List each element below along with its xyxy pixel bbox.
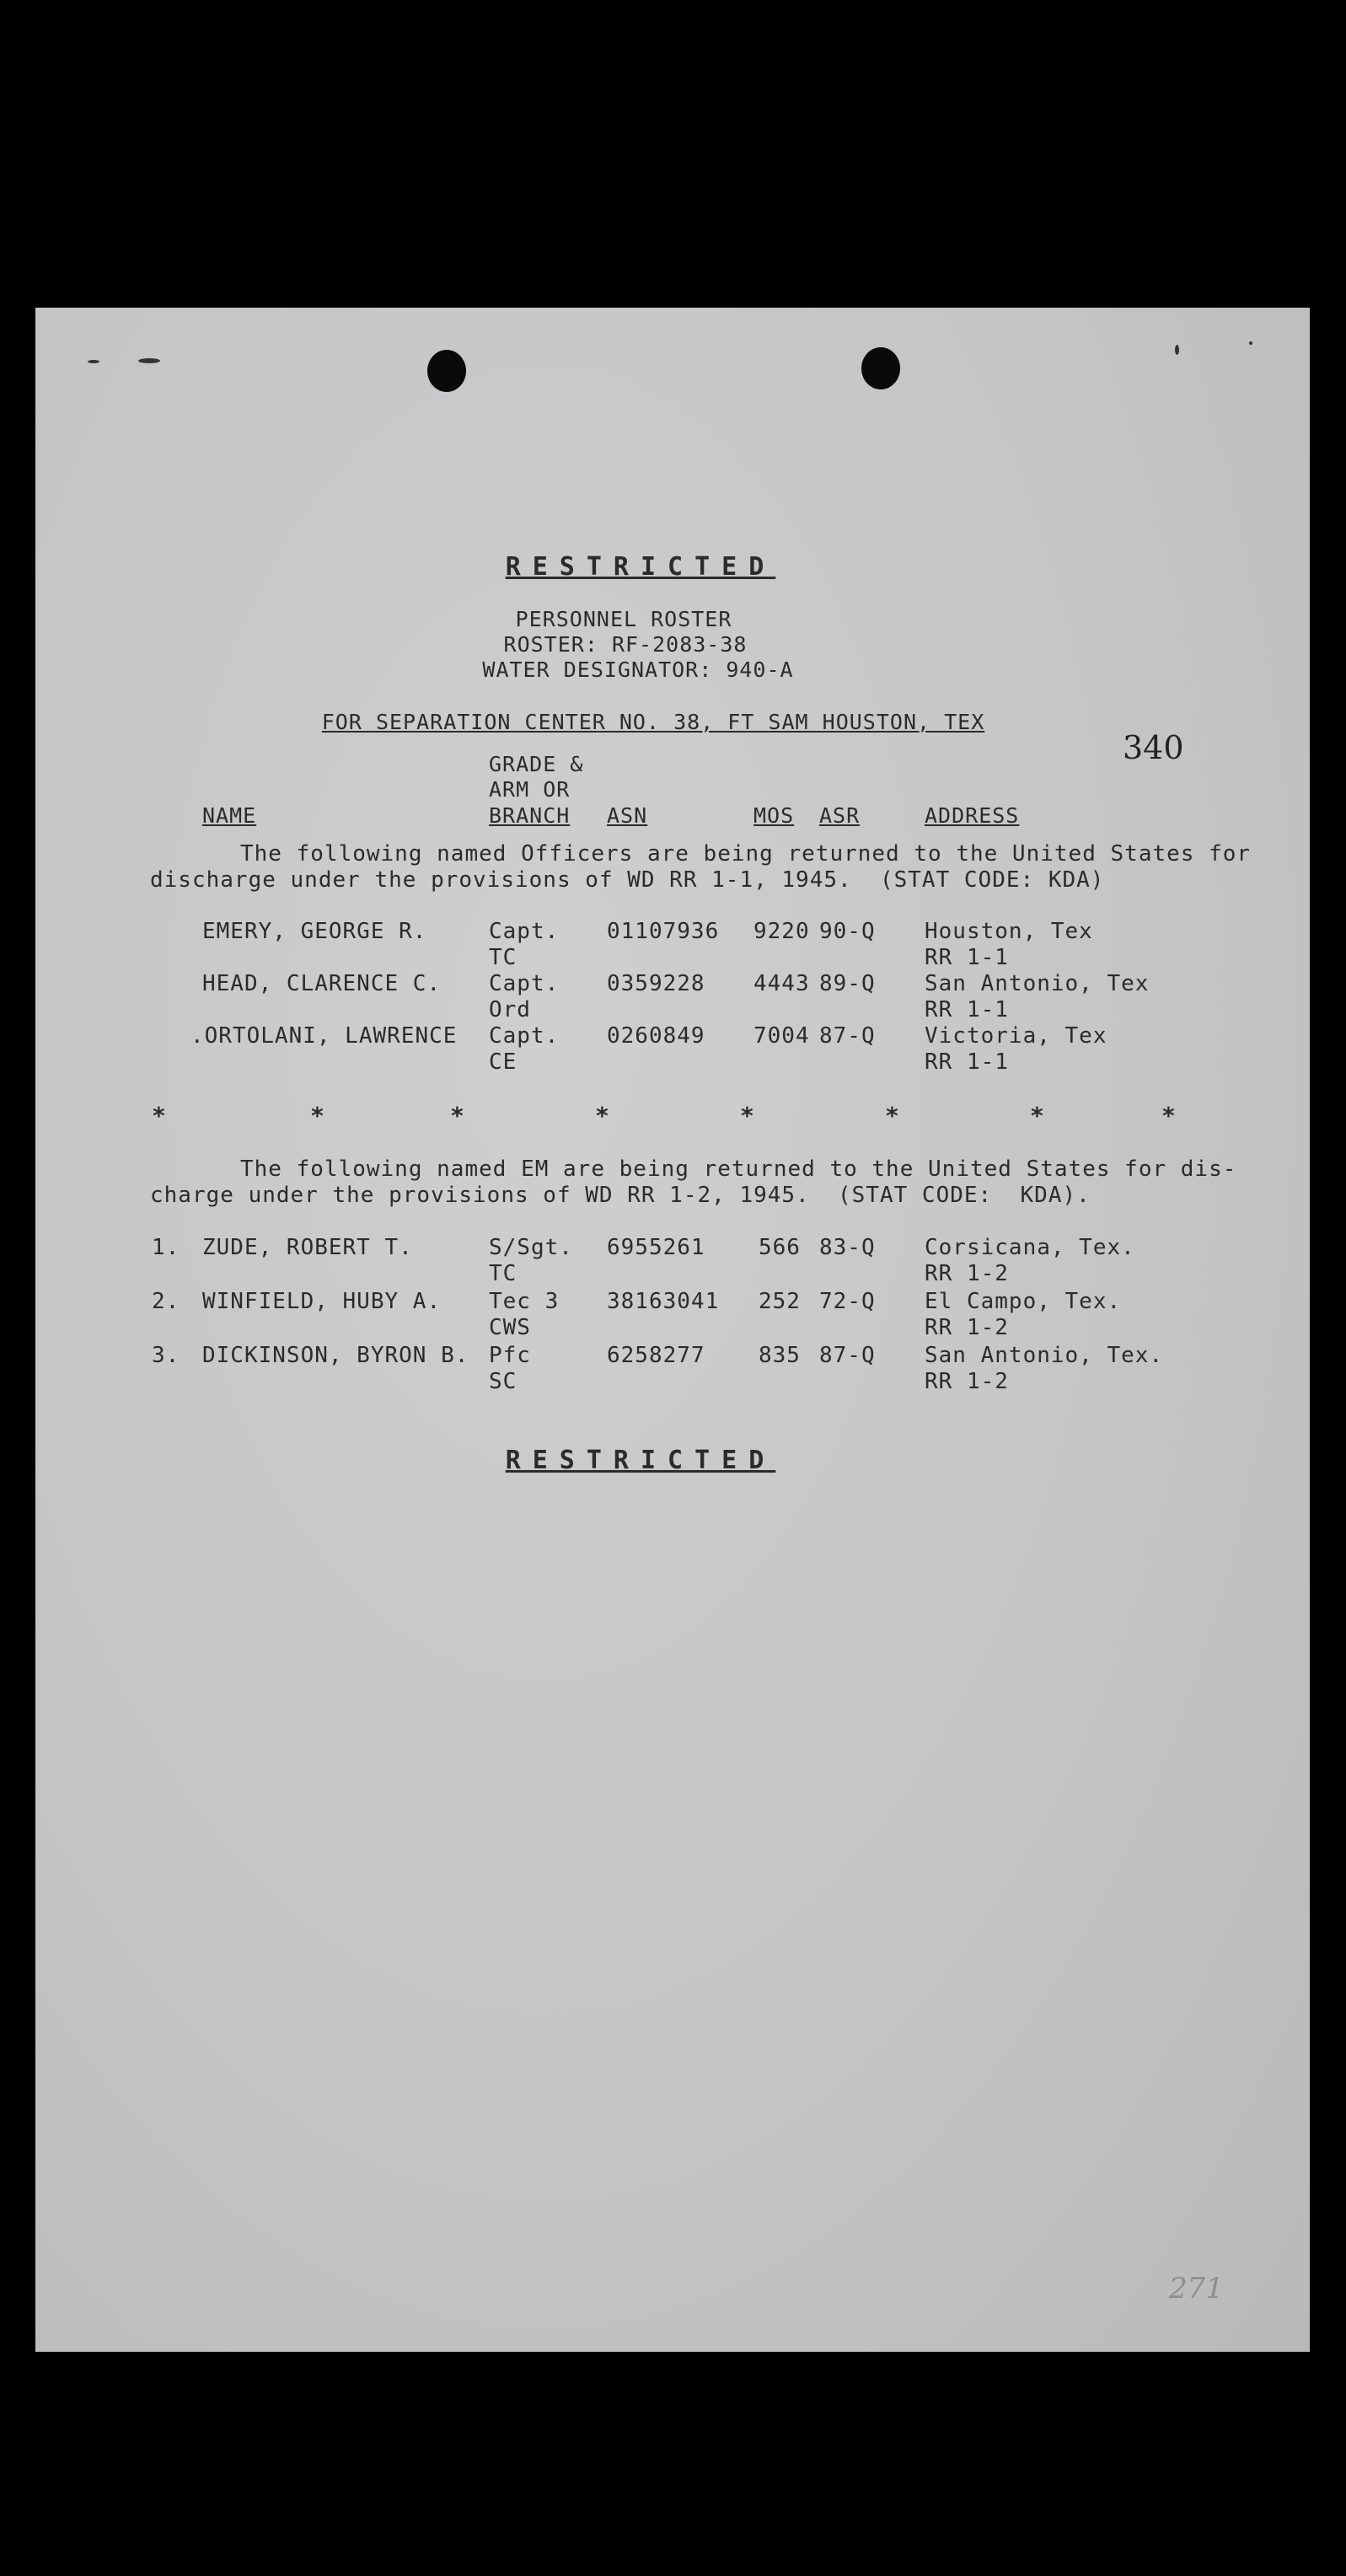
officer-name: .ORTOLANI, LAWRENCE: [190, 1023, 458, 1049]
officer-grade: Capt.: [489, 919, 560, 944]
column-header-address: ADDRESS: [925, 803, 1020, 828]
separator-asterisk: *: [1161, 1102, 1176, 1130]
enlisted-asr: 72-Q: [819, 1289, 876, 1314]
enlisted-name: WINFIELD, HUBY A.: [202, 1289, 442, 1314]
enlisted-number: 3.: [152, 1343, 180, 1368]
enlisted-grade: Tec 3: [489, 1289, 560, 1314]
separator-asterisk: *: [740, 1102, 754, 1130]
separator-asterisk: *: [1030, 1102, 1044, 1130]
column-header-grade-3: BRANCH: [489, 803, 571, 828]
document-sheet: [35, 308, 1310, 2352]
film-speck: [88, 360, 99, 363]
officer-grade: Capt.: [489, 1023, 560, 1049]
enlisted-branch: SC: [489, 1369, 517, 1394]
officer-branch: Ord: [489, 997, 531, 1022]
column-header-asr: ASR: [819, 803, 861, 828]
page-number: 340: [1123, 729, 1184, 766]
em-intro-line-1: The following named EM are being returned to the United States for dis-: [240, 1157, 1237, 1182]
enlisted-branch: CWS: [489, 1315, 531, 1340]
enlisted-number: 1.: [152, 1235, 180, 1260]
enlisted-branch: TC: [489, 1261, 517, 1286]
officer-mos: 9220: [753, 919, 810, 944]
punch-hole-left: [427, 350, 466, 392]
officer-branch: TC: [489, 945, 517, 970]
officer-address: Houston, Tex: [925, 919, 1093, 944]
officers-intro-line-1: The following named Officers are being returned to the United States for: [240, 841, 1252, 867]
enlisted-mos: 252: [759, 1289, 801, 1314]
restricted-heading-bottom: RESTRICTED: [505, 1446, 776, 1475]
officer-name: EMERY, GEORGE R.: [202, 919, 427, 944]
enlisted-rr: RR 1-2: [925, 1369, 1009, 1394]
officer-rr: RR 1-1: [925, 1049, 1009, 1075]
officer-asr: 90-Q: [819, 919, 876, 944]
pencil-annotation: 271: [1169, 2272, 1224, 2305]
restricted-heading-top: RESTRICTED: [505, 552, 776, 582]
enlisted-name: DICKINSON, BYRON B.: [202, 1343, 469, 1368]
enlisted-asn: 6258277: [607, 1343, 705, 1368]
enlisted-address: Corsicana, Tex.: [925, 1235, 1135, 1260]
officer-asn: 0359228: [607, 971, 705, 996]
enlisted-asr: 87-Q: [819, 1343, 876, 1368]
enlisted-address: San Antonio, Tex.: [925, 1343, 1164, 1368]
column-header-grade-2: ARM OR: [489, 777, 571, 802]
separator-asterisk: *: [885, 1102, 899, 1130]
officer-grade: Capt.: [489, 971, 560, 996]
enlisted-grade: Pfc: [489, 1343, 531, 1368]
header-line-roster-id: ROSTER: RF-2083-38: [503, 632, 748, 657]
officer-asr: 87-Q: [819, 1023, 876, 1049]
film-speck: [1249, 341, 1252, 345]
column-header-asn: ASN: [607, 803, 648, 828]
enlisted-asn: 6955261: [607, 1235, 705, 1260]
em-intro-line-2: charge under the provisions of WD RR 1-2, 1945. (STAT CODE: KDA).: [150, 1183, 1091, 1208]
enlisted-number: 2.: [152, 1289, 180, 1314]
separator-asterisk: *: [152, 1102, 166, 1130]
enlisted-address: El Campo, Tex.: [925, 1289, 1122, 1314]
enlisted-rr: RR 1-2: [925, 1261, 1009, 1286]
officer-asn: 01107936: [607, 919, 720, 944]
film-speck: [1175, 345, 1179, 355]
header-line-roster-title: PERSONNEL ROSTER: [515, 607, 732, 631]
officer-asn: 0260849: [607, 1023, 705, 1049]
officer-rr: RR 1-1: [925, 997, 1009, 1022]
header-line-water-designator: WATER DESIGNATOR: 940-A: [482, 657, 794, 682]
enlisted-mos: 566: [759, 1235, 801, 1260]
officer-address: Victoria, Tex: [925, 1023, 1107, 1049]
punch-hole-right: [861, 347, 900, 389]
enlisted-asn: 38163041: [607, 1289, 720, 1314]
column-header-name: NAME: [202, 803, 257, 828]
officer-branch: CE: [489, 1049, 517, 1075]
officer-rr: RR 1-1: [925, 945, 1009, 970]
film-speck: [138, 358, 160, 363]
column-header-mos: MOS: [753, 803, 795, 828]
separator-asterisk: *: [310, 1102, 324, 1130]
separation-center-line: FOR SEPARATION CENTER NO. 38, FT SAM HOUSTON, TEX: [321, 710, 985, 734]
enlisted-asr: 83-Q: [819, 1235, 876, 1260]
officer-mos: 4443: [753, 971, 810, 996]
column-header-grade-1: GRADE &: [489, 752, 584, 776]
officer-mos: 7004: [753, 1023, 810, 1049]
enlisted-grade: S/Sgt.: [489, 1235, 573, 1260]
enlisted-name: ZUDE, ROBERT T.: [202, 1235, 413, 1260]
separator-asterisk: *: [595, 1102, 609, 1130]
officers-intro-line-2: discharge under the provisions of WD RR 1-1, 1945. (STAT CODE: KDA): [150, 867, 1105, 893]
officer-name: HEAD, CLARENCE C.: [202, 971, 442, 996]
enlisted-rr: RR 1-2: [925, 1315, 1009, 1340]
enlisted-mos: 835: [759, 1343, 801, 1368]
separator-asterisk: *: [450, 1102, 464, 1130]
officer-address: San Antonio, Tex: [925, 971, 1150, 996]
officer-asr: 89-Q: [819, 971, 876, 996]
